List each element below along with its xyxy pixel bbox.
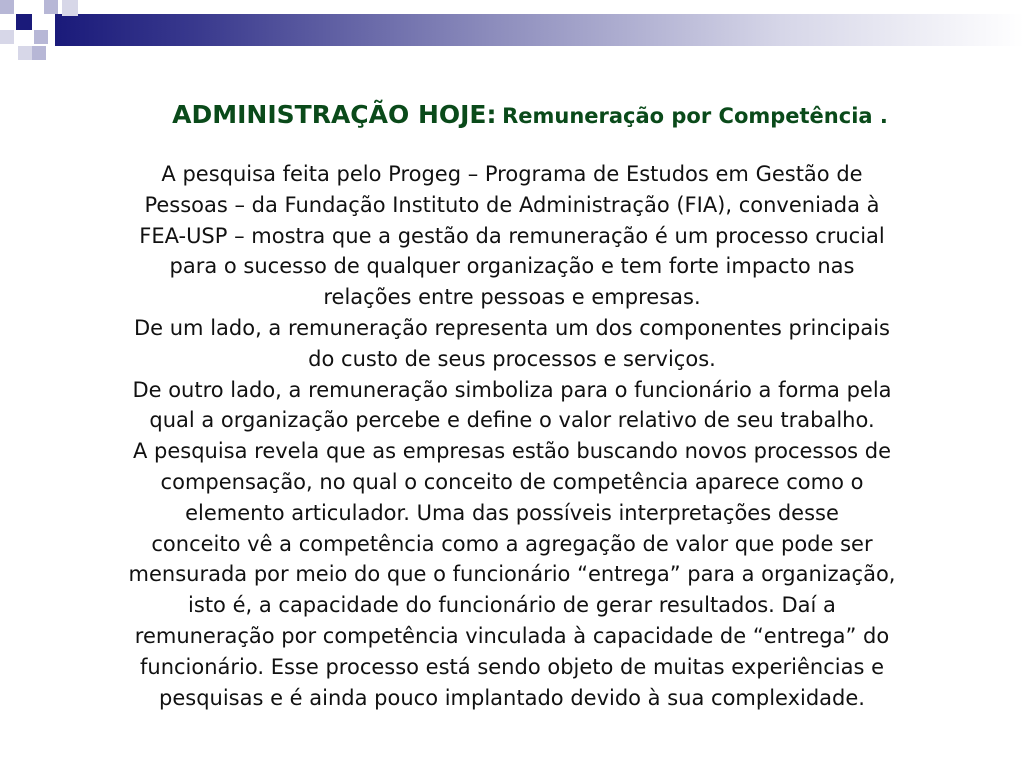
slide-title-main: ADMINISTRAÇÃO HOJE: <box>172 100 497 129</box>
decorative-square <box>32 46 46 60</box>
body-line: funcionário. Esse processo está sendo objeto de muitas experiências e <box>140 654 884 679</box>
body-line: Pessoas – da Fundação Instituto de Administração (FIA), conveniada à <box>144 192 880 217</box>
body-line: De outro lado, a remuneração simboliza para o funcionário a forma pela <box>132 377 892 402</box>
body-line: compensação, no qual o conceito de competência aparece como o <box>160 469 864 494</box>
body-line: mensurada por meio do que o funcionário “entrega” para a organização, <box>128 562 896 587</box>
decorative-square <box>34 30 48 44</box>
header-gradient-band <box>55 14 1024 46</box>
body-line: conceito vê a competência como a agregação de valor que pode ser <box>151 531 873 556</box>
slide-body-text <box>40 159 984 713</box>
slide-title <box>60 100 1000 129</box>
decorative-square <box>16 14 32 30</box>
slide-title-subtitle: Remuneração por Competência . <box>502 104 888 128</box>
body-line: elemento articulador. Uma das possíveis interpretações desse <box>185 500 839 525</box>
decorative-square <box>0 30 14 44</box>
body-line: A pesquisa revela que as empresas estão buscando novos processos de <box>132 439 892 464</box>
decorative-square <box>18 46 32 60</box>
decorative-square <box>44 0 58 14</box>
body-line: remuneração por competência vinculada à capacidade de “entrega” do <box>134 623 890 648</box>
body-line: para o sucesso de qualquer organização e tem forte impacto nas <box>169 254 855 279</box>
body-line: De um lado, a remuneração representa um dos componentes principais <box>133 315 890 340</box>
body-line: relações entre pessoas e empresas. <box>323 285 701 310</box>
decorative-square <box>62 0 78 16</box>
body-line: pesquisas e é ainda pouco implantado devido à sua complexidade. <box>159 685 865 710</box>
body-line: qual a organização percebe e define o valor relativo de seu trabalho. <box>149 408 875 433</box>
decorative-square <box>0 0 14 14</box>
body-line: A pesquisa feita pelo Progeg – Programa de Estudos em Gestão de <box>161 162 863 186</box>
body-line: isto é, a capacidade do funcionário de gerar resultados. Daí a <box>188 593 836 618</box>
body-line: do custo de seus processos e serviços. <box>308 346 716 371</box>
body-line: FEA-USP – mostra que a gestão da remuneração é um processo crucial <box>139 223 885 248</box>
